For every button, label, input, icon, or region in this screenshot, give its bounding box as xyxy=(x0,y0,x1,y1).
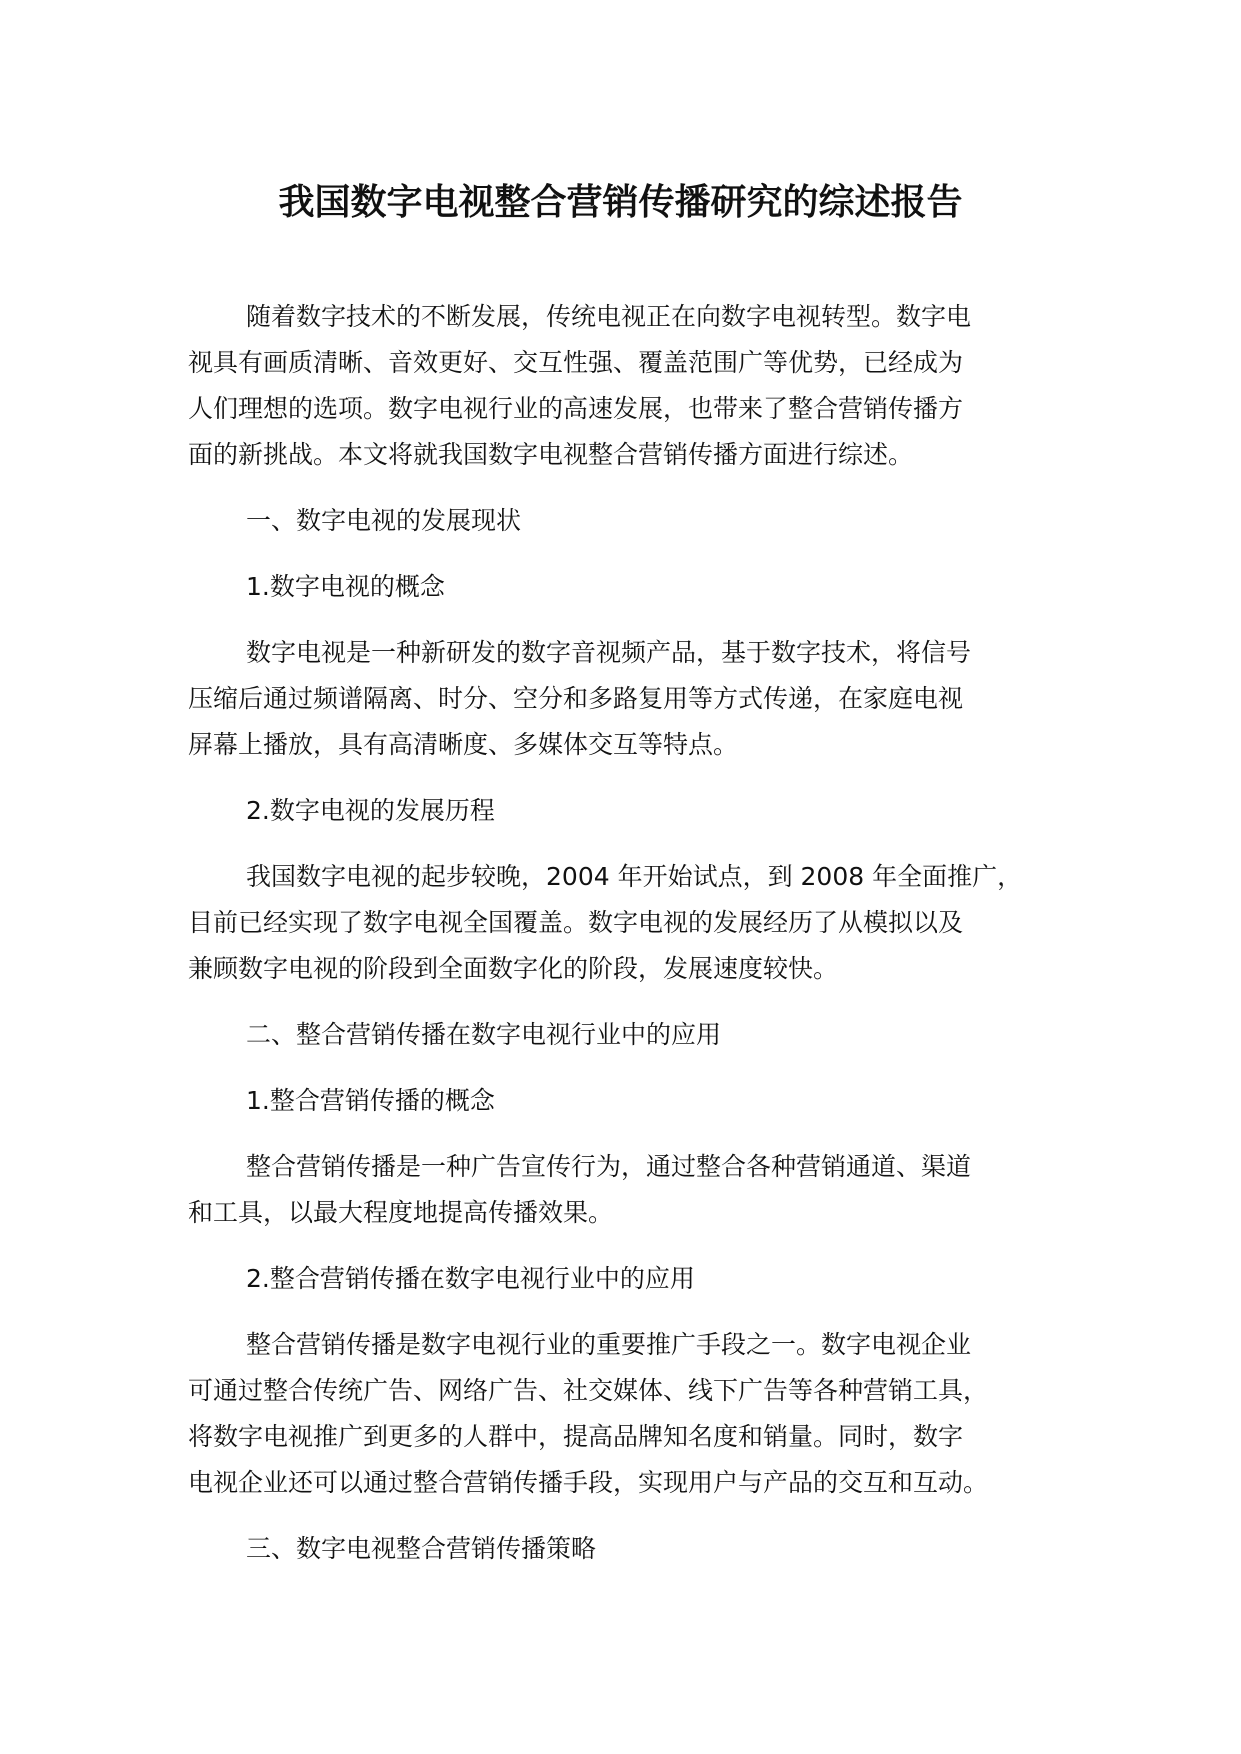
paragraph-line: 可通过整合传统广告、网络广告、社交媒体、线下广告等各种营销工具， xyxy=(188,1376,989,1405)
paragraph-line: 整合营销传播是一种广告宣传行为，通过整合各种营销通道、渠道 xyxy=(246,1152,972,1181)
section-heading-3: 三、数字电视整合营销传播策略 xyxy=(246,1534,597,1563)
paragraph-line: 电视企业还可以通过整合营销传播手段，实现用户与产品的交互和互动。 xyxy=(188,1468,989,1497)
paragraph-imc-application xyxy=(188,1322,1088,1506)
paragraph-line: 面的新挑战。本文将就我国数字电视整合营销传播方面进行综述。 xyxy=(188,440,914,469)
paragraph-tv-concept xyxy=(188,630,1088,768)
paragraph-line: 数字电视是一种新研发的数字音视频产品，基于数字技术，将信号 xyxy=(246,638,972,667)
document-body xyxy=(188,294,1088,1592)
paragraph-tv-history xyxy=(188,854,1088,992)
subsection-heading-1-1: 1.数字电视的概念 xyxy=(246,572,445,601)
subsection-heading-2-2: 2.整合营销传播在数字电视行业中的应用 xyxy=(246,1264,695,1293)
paragraph-line: 随着数字技术的不断发展，传统电视正在向数字电视转型。数字电 xyxy=(246,302,972,331)
paragraph-line: 整合营销传播是数字电视行业的重要推广手段之一。数字电视企业 xyxy=(246,1330,972,1359)
paragraph-line: 兼顾数字电视的阶段到全面数字化的阶段，发展速度较快。 xyxy=(188,954,839,983)
paragraph-line: 视具有画质清晰、音效更好、交互性强、覆盖范围广等优势，已经成为 xyxy=(188,348,964,377)
subsection-heading-2-1: 1.整合营销传播的概念 xyxy=(246,1086,495,1115)
intro-paragraph xyxy=(188,294,1088,478)
subsection-heading-1-2: 2.数字电视的发展历程 xyxy=(246,796,495,825)
paragraph-line: 目前已经实现了数字电视全国覆盖。数字电视的发展经历了从模拟以及 xyxy=(188,908,964,937)
section-heading-1: 一、数字电视的发展现状 xyxy=(246,506,522,535)
paragraph-line: 人们理想的选项。数字电视行业的高速发展，也带来了整合营销传播方 xyxy=(188,394,964,423)
section-heading-2: 二、整合营销传播在数字电视行业中的应用 xyxy=(246,1020,722,1049)
document-title: 我国数字电视整合营销传播研究的综述报告 xyxy=(278,182,963,223)
paragraph-line: 屏幕上播放，具有高清晰度、多媒体交互等特点。 xyxy=(188,730,739,759)
paragraph-line: 和工具，以最大程度地提高传播效果。 xyxy=(188,1198,614,1227)
paragraph-line: 我国数字电视的起步较晚，2004 年开始试点，到 2008 年全面推广， xyxy=(246,862,1023,891)
paragraph-line: 压缩后通过频谱隔离、时分、空分和多路复用等方式传递，在家庭电视 xyxy=(188,684,964,713)
paragraph-line: 将数字电视推广到更多的人群中，提高品牌知名度和销量。同时，数字 xyxy=(188,1422,964,1451)
paragraph-imc-concept xyxy=(188,1144,1088,1236)
